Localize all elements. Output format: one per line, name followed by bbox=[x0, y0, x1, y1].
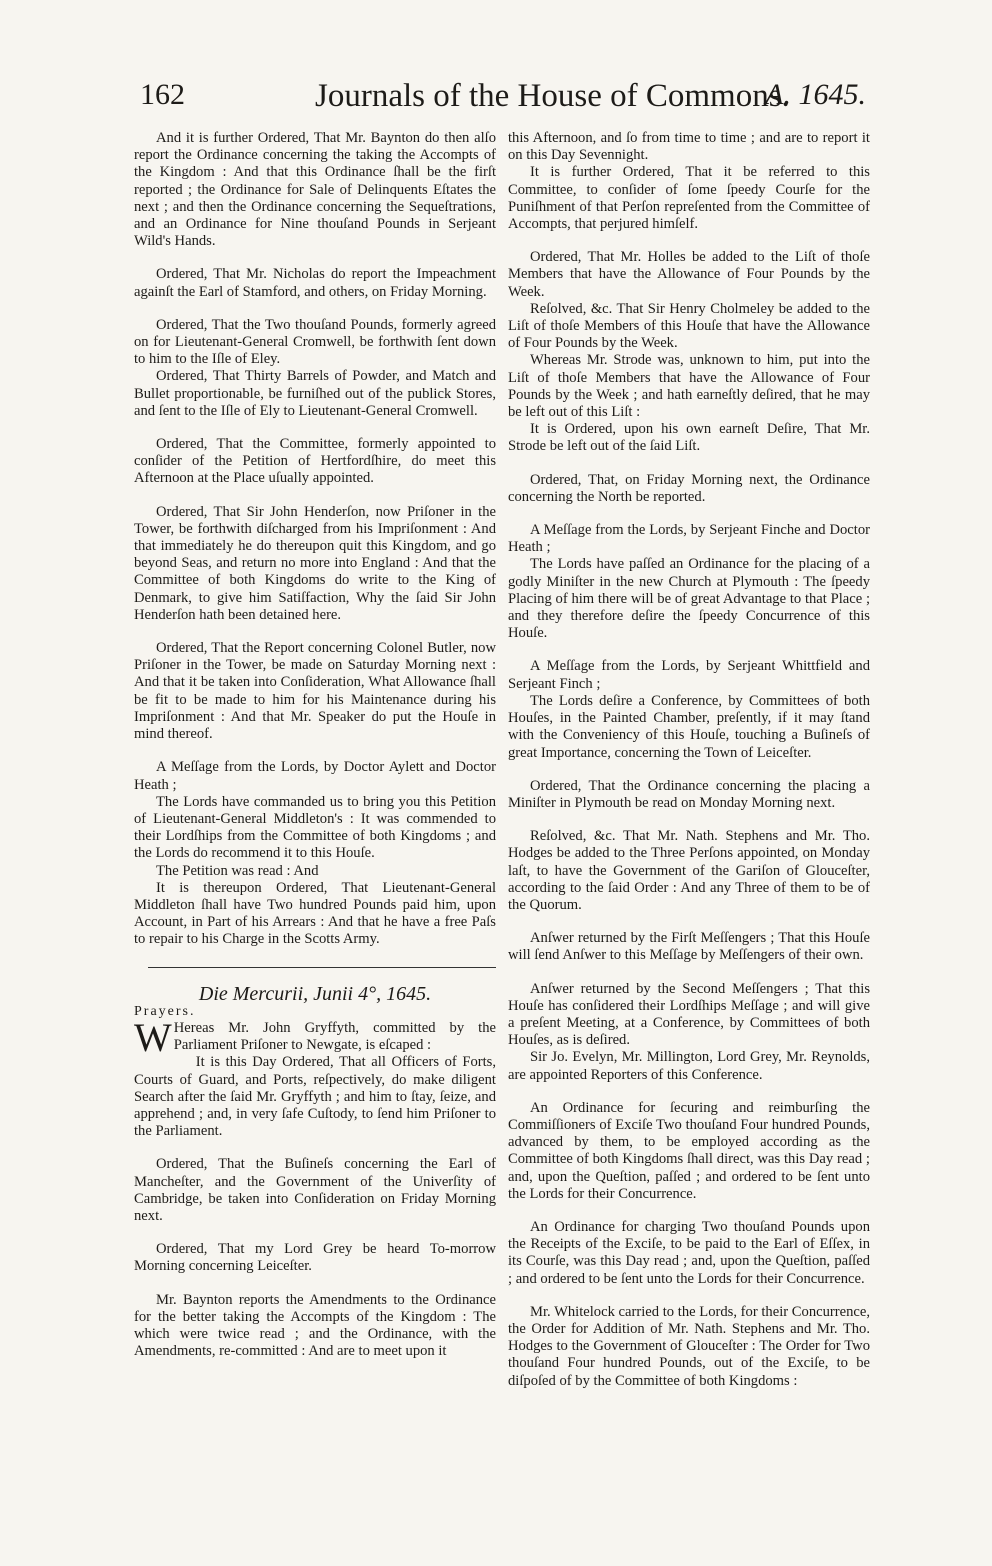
paragraph: Ordered, That my Lord Grey be heard To-morrow Morning concerning Leiceſter. bbox=[134, 1241, 496, 1275]
paragraph: It is thereupon Ordered, That Lieutenant-General Middleton ſhall have Two hundred Pounds paid him, upon Account, in Part of his Arrears : And that he have a free Paſs to repair to his Charge in the Scotts Army. bbox=[134, 879, 496, 948]
day-heading: Die Mercurii, Junii 4°, 1645. bbox=[198, 982, 432, 1005]
paragraph: Ordered, That the Ordinance concerning the placing a Miniſter in Plymouth be read on Monday Morning next. bbox=[508, 777, 870, 811]
paragraph: Ordered, That Sir John Henderſon, now Priſoner in the Tower, be forthwith diſcharged from his Impriſonment : And that immediately he do thereupon quit this Kingdom, and go beyond Seas, and return no more into England : And that the Committee of both Kingdoms do write to the King of Denmark, to give him Satiſfaction, Why the ſaid Sir John Henderſon hath been detained here. bbox=[134, 503, 496, 623]
year-mark: A. 1645. bbox=[765, 78, 866, 111]
paragraph: Anſwer returned by the Firſt Meſſengers ; That this Houſe will ſend Anſwer to this Meſſage by Meſſengers of their own. bbox=[508, 930, 870, 964]
paragraph: And it is further Ordered, That Mr. Baynton do then alſo report the Ordinance concerning the taking the Accompts of the Kingdom : And that this Ordinance ſhall be the firſt reported ; the Ordinance for Sale of Delinquents Eſtates the next ; and then the Ordinance concerning the Sequeſtrations, and an Ordinance for Nine thouſand Pounds in Serjeant Wild's Hands. bbox=[134, 130, 496, 250]
paragraph: Mr. Whitelock carried to the Lords, for their Concurrence, the Order for Addition of Mr. Nath. Stephens and Mr. Tho. Hodges to the Government of Glouceſter : The Order for Two thouſand Four hundred Pounds, out of the Exciſe, to be diſpoſed of by the Committee of both Kingdoms : bbox=[508, 1303, 870, 1389]
paragraph: Reſolved, &c. That Mr. Nath. Stephens and Mr. Tho. Hodges be added to the Three Perſons appointed, on Monday laſt, to have the Government of the Gariſon of Glouceſter, according to the ſaid Order : And any Three of them to be of the Quorum. bbox=[508, 828, 870, 913]
page-number: 162 bbox=[140, 78, 185, 111]
paragraph: An Ordinance for charging Two thouſand Pounds upon the Receipts of the Exciſe, to be paid to the Earl of Eſſex, in its Courſe, was this Day read ; and, upon the Queſtion, paſſed ; and ordered to be ſent unto the Lords for their Concurrence. bbox=[508, 1218, 870, 1287]
right-column bbox=[508, 130, 870, 1390]
paragraph: The Petition was read : And bbox=[156, 862, 319, 879]
paragraph: The Lords deſire a Conference, by Committees of both Houſes, in the Painted Chamber, preſently, if it may ſtand with the Conveniency of this Houſe, touching a Buſineſs of great Importance, concerning the Town of Leiceſter. bbox=[508, 692, 870, 761]
paragraph: Ordered, That the Buſineſs concerning the Earl of Mancheſter, and the Government of the Univerſity of Cambridge, be taken into Conſideration on Friday Morning next. bbox=[134, 1156, 496, 1224]
paragraph: Ordered, That Mr. Nicholas do report the Impeachment againſt the Earl of Stamford, and others, on Friday Morning. bbox=[134, 266, 496, 300]
paragraph: Reſolved, &c. That Sir Henry Cholmeley be added to the Liſt of thoſe Members of this Houſe that have the Allowance of Four Pounds by the Week. bbox=[508, 300, 870, 352]
section-divider bbox=[148, 967, 496, 968]
paragraph: Whereas Mr. Strode was, unknown to him, put into the Liſt of thoſe Members that have the Allowance of Four Pounds by the Week ; and hath earneſtly deſired, that he may be left out of this Liſt : bbox=[508, 352, 870, 421]
paragraph: It is further Ordered, That it be referred to this Committee, to conſider of ſome ſpeedy Courſe for the Puniſhment of that Perſon repreſented from the Committee of Accompts, that perjured himſelf. bbox=[508, 164, 870, 233]
paragraph: It is Ordered, upon his own earneſt Deſire, That Mr. Strode be left out of the ſaid Liſt. bbox=[508, 421, 870, 455]
paragraph: this Afternoon, and ſo from time to time ; and are to report it on this Day Sevennight. bbox=[508, 130, 870, 164]
paragraph: A Meſſage from the Lords, by Serjeant Finche and Doctor Heath ; bbox=[508, 522, 870, 556]
running-header bbox=[140, 78, 866, 124]
paragraph: Ordered, That Mr. Holles be added to the Liſt of thoſe Members that have the Allowance of Four Pounds by the Week. bbox=[508, 249, 870, 300]
paragraph: Ordered, That the Two thouſand Pounds, formerly agreed on for Lieutenant-General Cromwell, be forthwith ſent down to him to the Iſle of Eley. bbox=[134, 316, 496, 368]
paragraph: Ordered, That the Committee, formerly appointed to conſider of the Petition of Hertfordſhire, do meet this Afternoon at the Place uſually appointed. bbox=[134, 436, 496, 487]
paragraph: Anſwer returned by the Second Meſſengers ; That this Houſe has conſidered their Lordſhips Meſſage ; and will give a preſent Meeting, at a Conference, by Committees of both Houſes, as is deſired. bbox=[508, 980, 870, 1049]
paragraph: Ordered, That Thirty Barrels of Powder, and Match and Bullet proportionable, be furniſhed out of the publick Stores, and ſent to the Iſle of Ely to Lieutenant-General Cromwell. bbox=[134, 368, 496, 419]
left-column bbox=[134, 130, 496, 1360]
paragraph: A Meſſage from the Lords, by Doctor Aylett and Doctor Heath ; bbox=[134, 759, 496, 793]
paragraph: Hereas Mr. John Gryffyth, committed by the Parliament Priſoner to Newgate, is eſcaped : bbox=[173, 1019, 496, 1054]
journal-title: Journals of the House of Commons. bbox=[315, 78, 790, 114]
drop-cap: W bbox=[134, 1014, 172, 1060]
paragraph: A Meſſage from the Lords, by Serjeant Whittfield and Serjeant Finch ; bbox=[508, 658, 870, 692]
paragraph: Mr. Baynton reports the Amendments to the Ordinance for the better taking the Accompts of the Kingdom : The which were twice read ; and the Ordinance, with the Amendments, re-committed : And are to meet upon it bbox=[134, 1291, 496, 1360]
paragraph: The Lords have commanded us to bring you this Petition of Lieutenant-General Middleton's : It was commended to their Lordſhips from the Committee of both Kingdoms ; and the Lords do recommend it to this Houſe. bbox=[134, 793, 496, 862]
paragraph: Ordered, That the Report concerning Colonel Butler, now Priſoner in the Tower, be made on Saturday Morning next : And that it be taken into Conſideration, What Allowance ſhall be fit to be made to him for his Maintenance during his Impriſonment : And that Mr. Speaker do put the Houſe in mind thereof. bbox=[134, 640, 496, 743]
prayers-label: Prayers. bbox=[134, 1003, 196, 1019]
paragraph: Ordered, That, on Friday Morning next, the Ordinance concerning the North be reported. bbox=[508, 471, 870, 505]
dropcap-paragraph bbox=[134, 1014, 496, 1060]
paragraph: Sir Jo. Evelyn, Mr. Millington, Lord Grey, Mr. Reynolds, are appointed Reporters of this Conference. bbox=[508, 1049, 870, 1083]
paragraph: It is this Day Ordered, That all Officers of Forts, Courts of Guard, and Ports, reſpectively, do make diligent Search after the ſaid Mr. Gryffyth ; and him to ſtay, ſeize, and apprehend ; and, in very ſafe Cuſtody, to ſend him Priſoner to the Parliament. bbox=[134, 1054, 496, 1140]
paragraph: The Lords have paſſed an Ordinance for the placing of a godly Miniſter in the new Church at Plymouth : The ſpeedy Placing of him there will be of great Advantage to that Place ; and they therefore deſire the ſpeedy Concurrence of this Houſe. bbox=[508, 556, 870, 642]
paragraph: An Ordinance for ſecuring and reimburſing the Commiſſioners of Exciſe Two thouſand Four hundred Pounds, advanced by them, to be employed according as the Committee of both Kingdoms ſhall direct, was this Day read ; and, upon the Queſtion, paſſed ; and ordered to be ſent unto the Lords for their Concurrence. bbox=[508, 1099, 870, 1202]
